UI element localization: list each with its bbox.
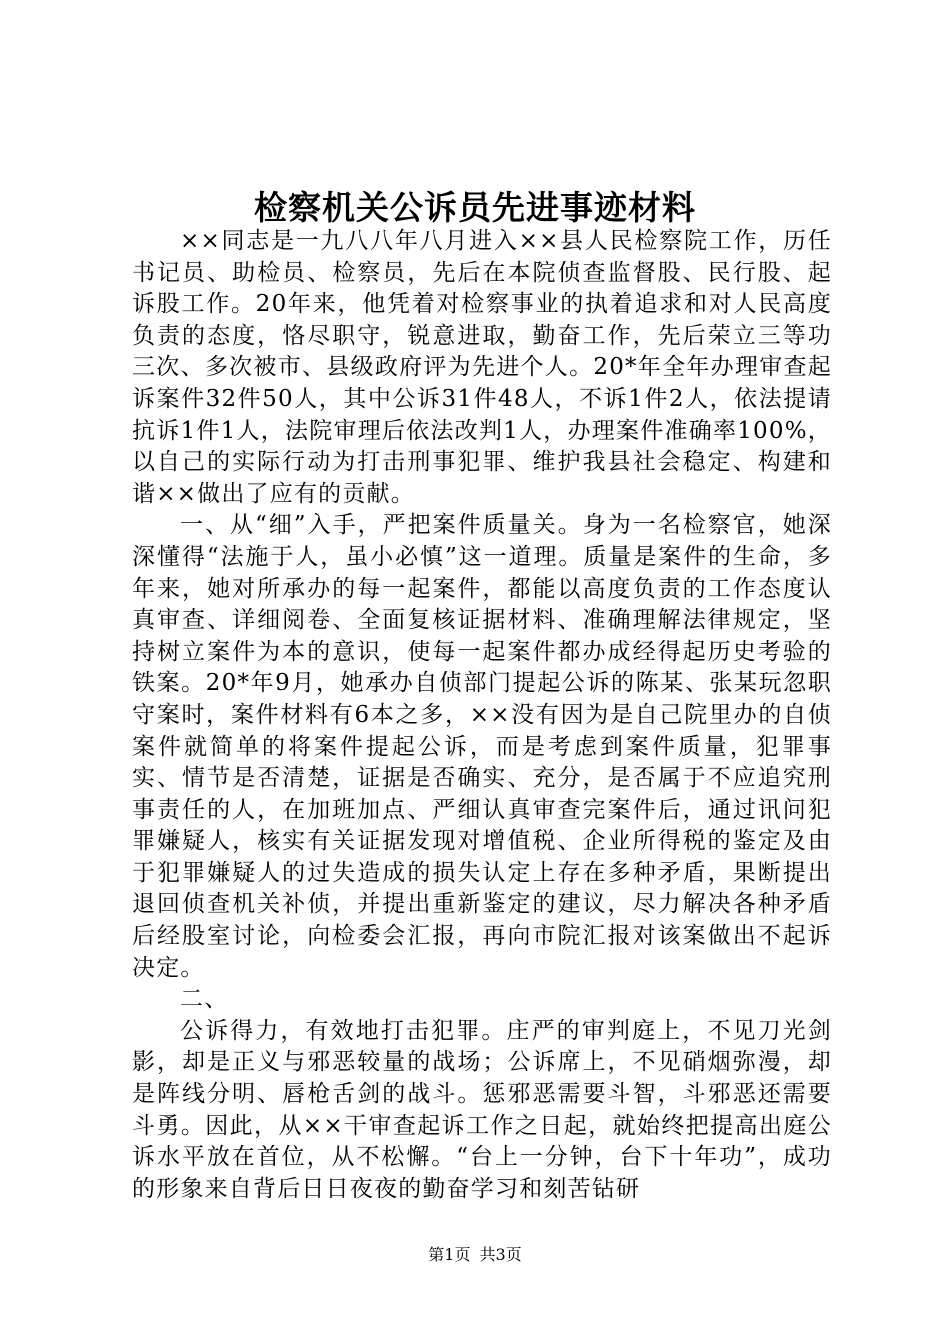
page-number: 第1页 bbox=[428, 1245, 471, 1264]
paragraph-section-one: 一、从“细”入手，严把案件质量关。身为一名检察官，她深深懂得“法施于人，虽小必慎”这一道理。质量是案件的生命，多年来，她对所承办的每一起案件，都能以高度负责的工作态度认真审查、详细阅卷、全面复核证据材料、准确理解法律规定，坚持树立案件为本的意识，使每一起案件都办成经得起历史考验的铁案。20*年9月，她承办自侦部门提起公诉的陈某、张某玩忽职守案时，案件材料有6本之多，××没有因为是自己院里办的自侦案件就简单的将案件提起公诉，而是考虑到案件质量，犯罪事实、情节是否清楚，证据是否确实、充分，是否属于不应追究刑事责任的人，在加班加点、严细认真审查完案件后，通过讯问犯罪嫌疑人，核实有关证据发现对增值税、企业所得税的鉴定及由于犯罪嫌疑人的过失造成的损失认定上存在多种矛盾，果断提出退回侦查机关补侦，并提出重新鉴定的建议，尽力解决各种矛盾后经股室讨论，向检委会汇报，再向市院汇报对该案做出不起诉决定。 bbox=[132, 512, 832, 981]
document-body bbox=[132, 226, 832, 1205]
page-total: 共3页 bbox=[479, 1245, 522, 1264]
paragraph-intro: ××同志是一九八八年八月进入××县人民检察院工作，历任书记员、助检员、检察员，先后在本院侦查监督股、民行股、起诉股工作。20年来，他凭着对检察事业的执着追求和对人民高度负责的态度，恪尽职守，锐意进取，勤奋工作，先后荣立三等功三次、多次被市、县级政府评为先进个人。20*年全年办理审查起诉案件32件50人，其中公诉31件48人，不诉1件2人，依法提请抗诉1件1人，法院审理后依法改判1人，办理案件准确率100%，以自己的实际行动为打击刑事犯罪、维护我县社会稳定、构建和谐××做出了应有的贡献。 bbox=[132, 228, 832, 507]
paragraph-section-two-heading: 二、 bbox=[180, 986, 229, 1013]
page-footer bbox=[0, 1244, 950, 1266]
paragraph-section-two: 公诉得力，有效地打击犯罪。庄严的审判庭上，不见刀光剑影，却是正义与邪恶较量的战场；公诉席上，不见硝烟弥漫，却是阵线分明、唇枪舌剑的战斗。惩邪恶需要斗智，斗邪恶还需要斗勇。因此，从××干审查起诉工作之日起，就始终把提高出庭公诉水平放在首位，从不松懈。“台上一分钟，台下十年功”，成功的形象来自背后日日夜夜的勤奋学习和刻苦钻研 bbox=[132, 1017, 832, 1202]
document-title: 检察机关公诉员先进事迹材料 bbox=[254, 188, 696, 227]
